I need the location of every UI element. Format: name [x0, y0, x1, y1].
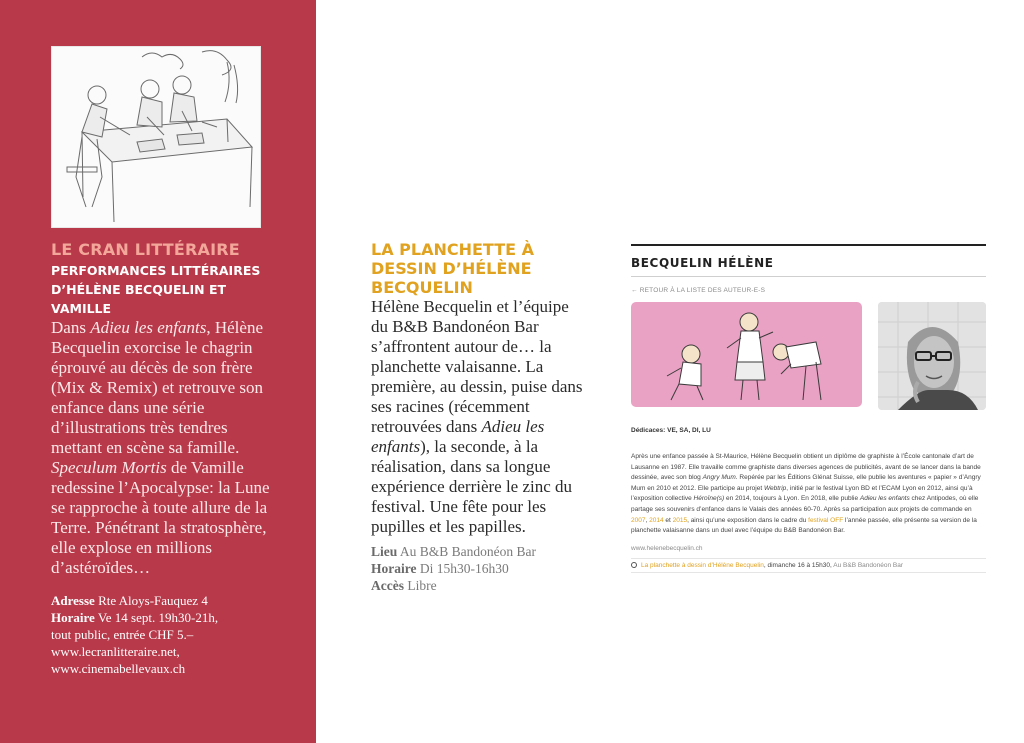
- bullet-circle-icon: [631, 562, 637, 568]
- author-web-page: [631, 244, 986, 573]
- book-title: Speculum Mortis: [51, 458, 167, 477]
- sketch-illustration: [51, 46, 261, 228]
- book-title: Adieu les enfants: [90, 318, 207, 337]
- article-body: [51, 318, 276, 578]
- venue-value: Au B&B Bandonéon Bar: [397, 544, 537, 559]
- body-text: , Hélène Becquelin exorcise le chagrin éprouvé au décès de son frère (Mix & Remix) et retrouve son enfance dans une série d’illustrations très tendres mettant en scène sa famille.: [51, 318, 263, 457]
- event-heading: LE CRAN LITTÉRAIRE: [51, 240, 240, 259]
- price-line: tout public, entrée CHF 5.–: [51, 627, 194, 642]
- website-link-1[interactable]: www.lecranlitteraire.net,: [51, 644, 180, 659]
- author-title: BECQUELIN HÉLÈNE: [631, 246, 986, 277]
- address-label: Adresse: [51, 593, 95, 608]
- schedule-line: [371, 560, 586, 577]
- bio-text: chez Antipodes, où elle partage ses souvenirs d’enfance dans le Valais des années 60-70. Après sa participation aux projets de commande en: [631, 495, 979, 513]
- access-line: [371, 577, 586, 594]
- author-photo-icon: [878, 302, 986, 410]
- event-heading: LA PLANCHETTE À DESSIN D’HÉLÈNE BECQUELIN: [371, 240, 534, 297]
- left-column: [0, 0, 316, 743]
- event-info: [51, 592, 276, 677]
- article-body: [371, 297, 586, 537]
- bio-text: , initié par le festival Lyon BD et l’ECAM Lyon en 2012, ainsi qu’à l’exposition collective: [631, 484, 973, 503]
- author-biography: [631, 452, 986, 537]
- back-to-authors-link[interactable]: ← RETOUR À LA LISTE DES AUTEUR-E-S: [631, 287, 766, 294]
- book-title: Adieu les enfants: [859, 495, 910, 503]
- venue-label: Lieu: [371, 544, 398, 559]
- event-place: Au B&B Bandonéon Bar: [831, 561, 904, 569]
- author-photo: [878, 302, 986, 410]
- address-line: [51, 592, 276, 609]
- middle-article: [371, 240, 586, 594]
- schedule-value: Di 15h30-16h30: [416, 561, 509, 576]
- event-time: , dimanche 16 à 15h30,: [763, 561, 832, 569]
- sketch-illustration-icon: [52, 47, 261, 228]
- website-link-2[interactable]: www.cinemabellevaux.ch: [51, 661, 186, 676]
- bio-text: , ainsi qu’une exposition dans le cadre du: [687, 516, 809, 524]
- body-text: Hélène Becquelin et l’équipe du B&B Bandonéon Bar s’affrontent autour de… la planchette valaisanne. La première, au dessin, puise dans ses racines (récemment retrouvées dans: [371, 297, 583, 436]
- author-images: [631, 302, 986, 407]
- year-link-2007[interactable]: 2007: [631, 516, 646, 524]
- schedule-value: Ve 14 sept. 19h30-21h,: [94, 610, 219, 625]
- year-link-2014[interactable]: 2014: [649, 516, 664, 524]
- exhibition-title: Héroïne(s): [693, 495, 725, 503]
- schedule-line: [51, 609, 276, 626]
- body-text: de Vamille redessine l’Apocalypse: la Lune se rapproche à toute allure de la Terre. Pénétrant la stratosphère, elle explose en millions d’astéroïdes…: [51, 458, 270, 577]
- bio-text: Après une enfance passée à St-Maurice, Hélène Becquelin obtient un diplôme de graphiste à l’École cantonale d’art de Lausanne en 1987. Elle travaille comme graphiste dans diverses agences de publicités, avant de se lancer dans la bande dessinée, avec son blog: [631, 453, 981, 482]
- event-line: [641, 562, 903, 569]
- event-subheading: PERFORMANCES LITTÉRAIRES D’HÉLÈNE BECQUELIN ET VAMILLE: [51, 263, 261, 316]
- address-value: Rte Aloys-Fauquez 4: [94, 593, 208, 608]
- project-title: Webtrip: [763, 484, 787, 492]
- book-title: Adieu les enfants: [371, 417, 545, 456]
- bio-text: l’année passée, elle présente sa version de la planchette valaisanne dans un duel avec l’équipe du B&B Bandonéon Bar.: [631, 516, 977, 535]
- access-label: Accès: [371, 578, 404, 593]
- blog-title: Angry Mum: [702, 474, 736, 482]
- separator: et: [663, 516, 673, 524]
- bio-text: . Repérée par les Éditions Glénat Suisse, elle publie les aventures « papier » d’Angry Mum en 2010 et 2012. Elle participe au projet: [631, 474, 981, 492]
- event-list-item: [631, 558, 986, 573]
- pink-comic-illustration-icon: [631, 302, 862, 407]
- event-link[interactable]: La planchette à dessin d’Hélène Becquelin: [641, 561, 764, 569]
- separator: ,: [645, 516, 650, 524]
- festival-off-link[interactable]: festival OFF: [808, 516, 844, 524]
- schedule-label: Horaire: [51, 610, 95, 625]
- left-article: [51, 240, 276, 677]
- body-text: Dans: [51, 318, 91, 337]
- pink-comic-illustration: [631, 302, 862, 407]
- year-link-2015[interactable]: 2015: [672, 516, 688, 524]
- schedule-label: Horaire: [371, 561, 417, 576]
- body-text: ), la seconde, à la réalisation, dans sa longue expérience derrière le zinc du festival. Une fête pour les pupilles et les papilles.: [371, 437, 573, 536]
- bio-text: en 2014, toujours à Lyon. En 2018, elle publie: [724, 495, 860, 503]
- venue-line: [371, 543, 586, 560]
- access-value: Libre: [403, 578, 437, 593]
- signing-days: Dédicaces: VE, SA, DI, LU: [631, 427, 711, 434]
- author-website-link[interactable]: www.helenebecquelin.ch: [631, 544, 703, 552]
- event-info: [371, 543, 586, 594]
